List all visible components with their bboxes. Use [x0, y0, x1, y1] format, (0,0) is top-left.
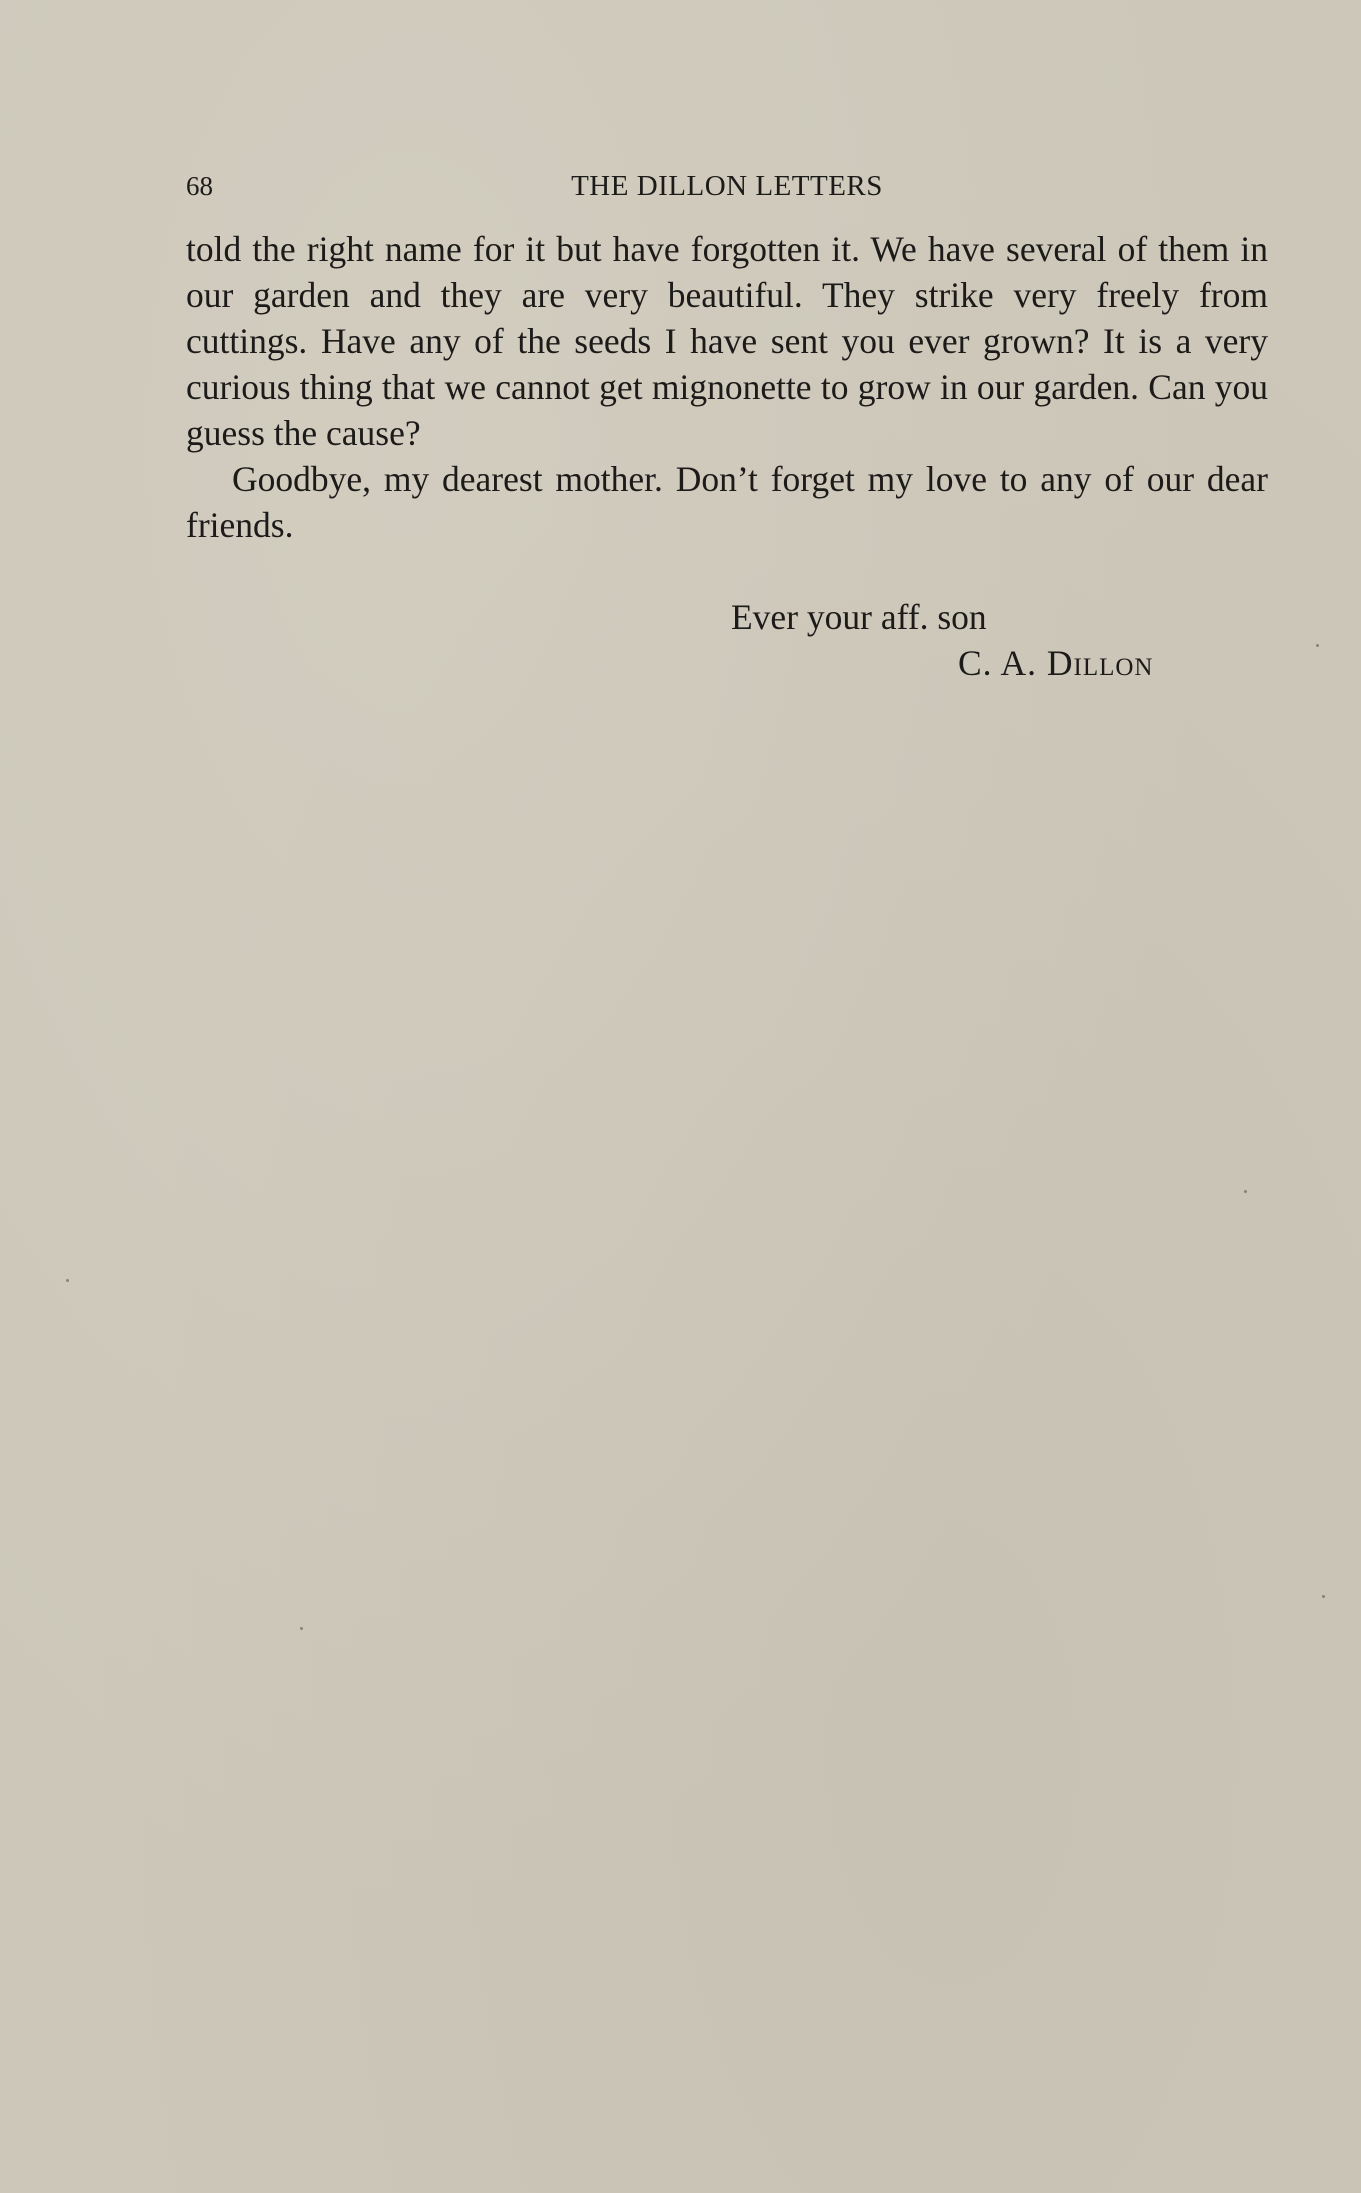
- signature-text: C. A. Dillon: [958, 643, 1154, 683]
- paper-speck: [66, 1279, 69, 1282]
- paper-speck: [300, 1627, 303, 1630]
- page-number: 68: [186, 171, 213, 201]
- paragraph-1: told the right name for it but have forgotten it. We have several of them in our garden and they are very beautiful. They strike very freely from cuttings. Have any of the seeds I have sent you ever grown? It is a very curious thing that we cannot get mignonette to grow in our garden. Can you guess the cause?: [186, 229, 1268, 453]
- running-head: [186, 166, 1268, 206]
- running-title: THE DILLON LETTERS: [571, 170, 883, 202]
- paper-speck: [1316, 644, 1319, 647]
- paper-speck: [1322, 1595, 1325, 1598]
- paper-speck: [1244, 1190, 1247, 1193]
- letter-body: [186, 226, 1268, 548]
- signature: [958, 640, 1153, 686]
- valediction: Ever your aff. son: [731, 597, 987, 637]
- paragraph-2: Goodbye, my dearest mother. Don’t forget my love to any of our dear friends.: [186, 459, 1268, 545]
